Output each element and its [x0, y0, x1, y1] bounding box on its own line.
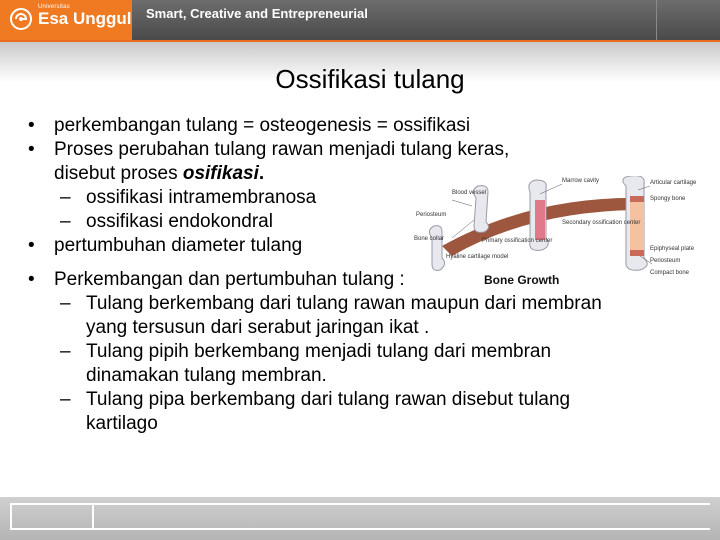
header-bar [0, 0, 720, 42]
logo-subtext: Universitas [38, 4, 70, 10]
university-logo [0, 0, 132, 40]
bullet-marker: • [28, 115, 35, 136]
bullet-text: Proses perubahan tulang rawan menjadi tulang keras, [54, 139, 510, 160]
figure-label: Periosteum [416, 212, 447, 218]
bullet-marker: • [28, 235, 35, 256]
bone-growth-figure [412, 176, 696, 290]
figure-label: Articular cartilage [650, 180, 697, 186]
dash-marker: – [60, 293, 71, 314]
dash-marker: – [60, 389, 71, 410]
figure-label: Secondary ossification center [562, 220, 641, 226]
dash-marker: – [60, 187, 71, 208]
sub-bullet-text: Tulang berkembang dari tulang rawan maupun dari membran [86, 293, 602, 314]
sub-bullet-item [28, 340, 708, 388]
bullet-text: Perkembangan dan pertumbuhan tulang : [54, 269, 405, 290]
figure-label: Periosteum [650, 258, 681, 264]
figure-label: Blood vessel [452, 190, 487, 196]
figure-label: Spongy bone [650, 196, 686, 202]
bullet-text: disebut proses [54, 163, 183, 184]
figure-label: Hyaline cartilage model [446, 254, 509, 260]
bullet-marker: • [28, 139, 35, 160]
figure-label: Primary ossification center [482, 238, 553, 244]
bullet-text: pertumbuhan diameter tulang [54, 235, 303, 256]
figure-title: Bone Growth [484, 273, 560, 287]
header-divider [656, 0, 665, 40]
logo-text: Esa Unggul [38, 9, 132, 28]
emphasis-text: osifikasi [182, 163, 259, 184]
sub-bullet-text: yang tersusun dari serabut jaringan ikat . [86, 317, 430, 338]
sub-bullet-text: Tulang pipih berkembang menjadi tulang dari membran [86, 341, 552, 362]
logo-emblem-icon [10, 8, 32, 30]
tagline: Smart, Creative and Entrepreneurial [146, 6, 368, 21]
footer-divider [92, 503, 94, 530]
sub-bullet-text: Tulang pipa berkembang dari tulang rawan disebut tulang [86, 389, 571, 410]
sub-bullet-text: ossifikasi intramembranosa [86, 187, 317, 208]
figure-label: Epiphyseal plate [650, 246, 695, 252]
sub-bullet-text: ossifikasi endokondral [86, 211, 273, 232]
dash-marker: – [60, 211, 71, 232]
bullet-text: perkembangan tulang = osteogenesis = ossifikasi [54, 115, 471, 136]
dash-marker: – [60, 341, 71, 362]
bullet-marker: • [28, 269, 35, 290]
figure-label: Marrow cavity [562, 178, 600, 184]
bullet-text: . [258, 163, 265, 184]
sub-bullet-text: dinamakan tulang membran. [86, 365, 327, 386]
figure-label: Bone collar [414, 236, 445, 242]
figure-label: Compact bone [650, 270, 690, 276]
sub-bullet-text: kartilago [86, 413, 158, 434]
footer-frame [10, 503, 710, 530]
slide-title: Ossifikasi tulang [275, 64, 465, 94]
sub-bullet-item [28, 388, 708, 436]
sub-bullet-item [28, 292, 708, 340]
bullet-item [28, 114, 708, 138]
